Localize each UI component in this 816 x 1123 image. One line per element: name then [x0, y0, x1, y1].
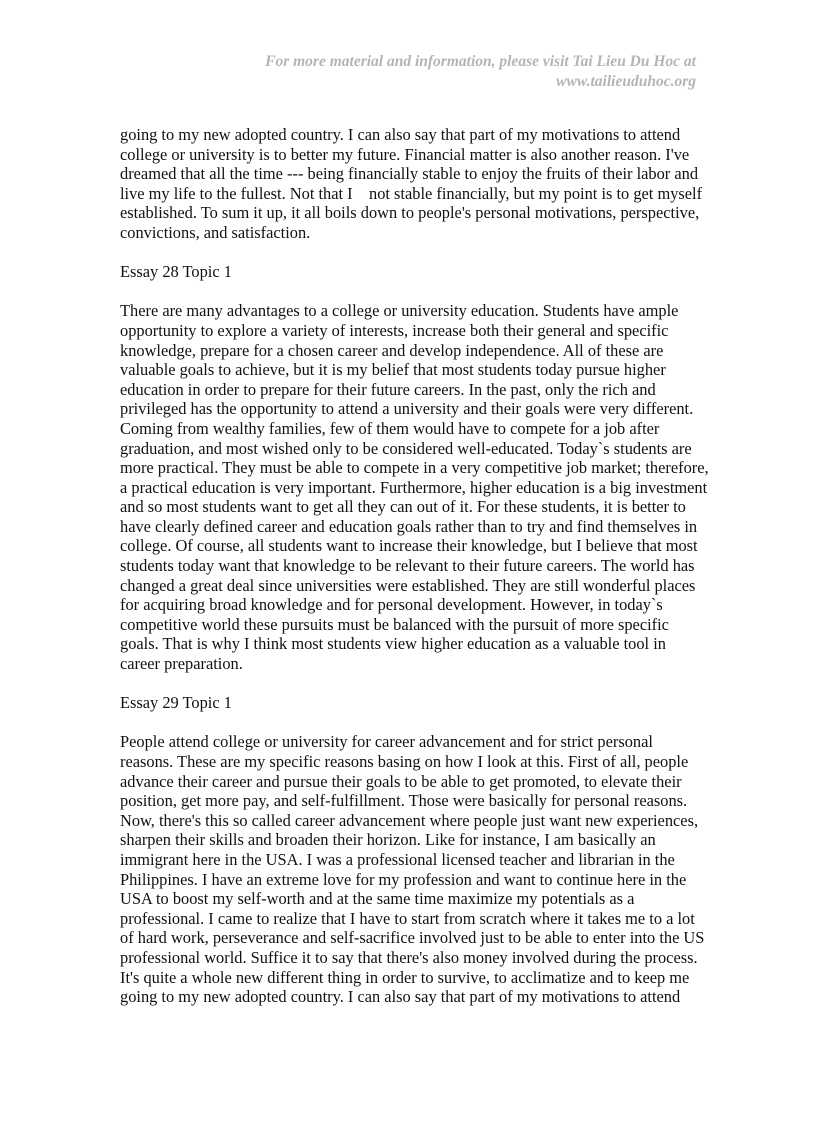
- page-header: [136, 52, 696, 92]
- text-line: advance their career and pursue their goals to be able to get promoted, to elevate their: [120, 771, 682, 791]
- text-line: graduation, and most wished only to be considered well-educated. Today`s students are: [120, 438, 692, 458]
- text-line: a practical education is very important. Furthermore, higher education is a big investment: [120, 477, 708, 497]
- text-line: Now, there's this so called career advancement where people just want new experiences,: [120, 810, 699, 830]
- text-line: People attend college or university for career advancement and for strict personal: [120, 732, 653, 752]
- text-line: opportunity to explore a variety of interests, increase both their general and specific: [120, 320, 669, 340]
- text-line: Philippines. I have an extreme love for my profession and want to continue here in the: [120, 869, 687, 889]
- essay-28-paragraph: [120, 301, 720, 673]
- essay-29-heading: Essay 29 Topic 1: [120, 693, 232, 713]
- text-line: Coming from wealthy families, few of them would have to compete for a job after: [120, 418, 660, 438]
- text-line: for acquiring broad knowledge and for personal development. However, in today`s: [120, 595, 663, 615]
- text-line: have clearly defined career and education goals rather than to try and find themselves in: [120, 516, 698, 536]
- text-line: and so most students want to get all they can out of it. For these students, it is better to: [120, 497, 686, 517]
- header-line-2: www.tailieuduhoc.org: [556, 73, 696, 90]
- text-line: career preparation.: [120, 654, 243, 674]
- essay-28-heading: Essay 28 Topic 1: [120, 262, 232, 282]
- text-line: education in order to prepare for their future careers. In the past, only the rich and: [120, 379, 656, 399]
- text-line: privileged has the opportunity to attend a university and their goals were very different.: [120, 399, 694, 419]
- text-line: college or university is to better my future. Financial matter is also another reason. I've: [120, 144, 690, 164]
- text-line: students today want that knowledge to be relevant to their future careers. The world has: [120, 556, 695, 576]
- text-line: convictions, and satisfaction.: [120, 222, 311, 242]
- text-line: college. Of course, all students want to increase their knowledge, but I believe that most: [120, 536, 698, 556]
- text-line: professional world. Suffice it to say that there's also money involved during the process.: [120, 947, 698, 967]
- text-line: reasons. These are my specific reasons basing on how I look at this. First of all, people: [120, 752, 689, 771]
- text-line: position, get more pay, and self-fulfillment. Those were basically for personal reasons.: [120, 791, 688, 811]
- text-line: going to my new adopted country. I can also say that part of my motivations to attend: [120, 987, 681, 1007]
- text-line: dreamed that all the time --- being financially stable to enjoy the fruits of their labor and: [120, 164, 699, 184]
- text-line: USA to boost my self-worth and at the same time maximize my potentials as a: [120, 889, 635, 909]
- text-line: There are many advantages to a college or university education. Students have ample: [120, 301, 679, 321]
- document-body: [120, 125, 720, 1007]
- text-line: professional. I came to realize that I have to start from scratch where it takes me to a lot: [120, 908, 695, 928]
- text-line: valuable goals to achieve, but it is my belief that most students today pursue higher: [120, 360, 666, 380]
- paragraph-continuation: [120, 125, 720, 243]
- text-line: going to my new adopted country. I can also say that part of my motivations to attend: [120, 125, 681, 144]
- text-line: live my life to the fullest. Not that I not stable financially, but my point is to get myself: [120, 183, 703, 203]
- text-line: immigrant here in the USA. I was a professional licensed teacher and librarian in the: [120, 849, 675, 869]
- text-line: It's quite a whole new different thing in order to survive, to acclimatize and to keep me: [120, 967, 690, 987]
- text-line: changed a great deal since universities were established. They are still wonderful places: [120, 575, 696, 595]
- text-line: knowledge, prepare for a chosen career and develop independence. All of these are: [120, 340, 664, 360]
- text-line: sharpen their skills and broaden their horizon. Like for instance, I am basically an: [120, 830, 656, 850]
- header-line-1: For more material and information, please visit Tai Lieu Du Hoc at: [265, 53, 696, 70]
- essay-29-paragraph: [120, 732, 720, 1006]
- text-line: of hard work, perseverance and self-sacrifice involved just to be able to enter into the US: [120, 928, 705, 948]
- text-line: established. To sum it up, it all boils down to people's personal motivations, perspective,: [120, 203, 700, 223]
- text-line: more practical. They must be able to compete in a very competitive job market; therefore,: [120, 458, 709, 478]
- text-line: goals. That is why I think most students view higher education as a valuable tool in: [120, 634, 666, 654]
- text-line: competitive world these pursuits must be balanced with the pursuit of more specific: [120, 614, 669, 634]
